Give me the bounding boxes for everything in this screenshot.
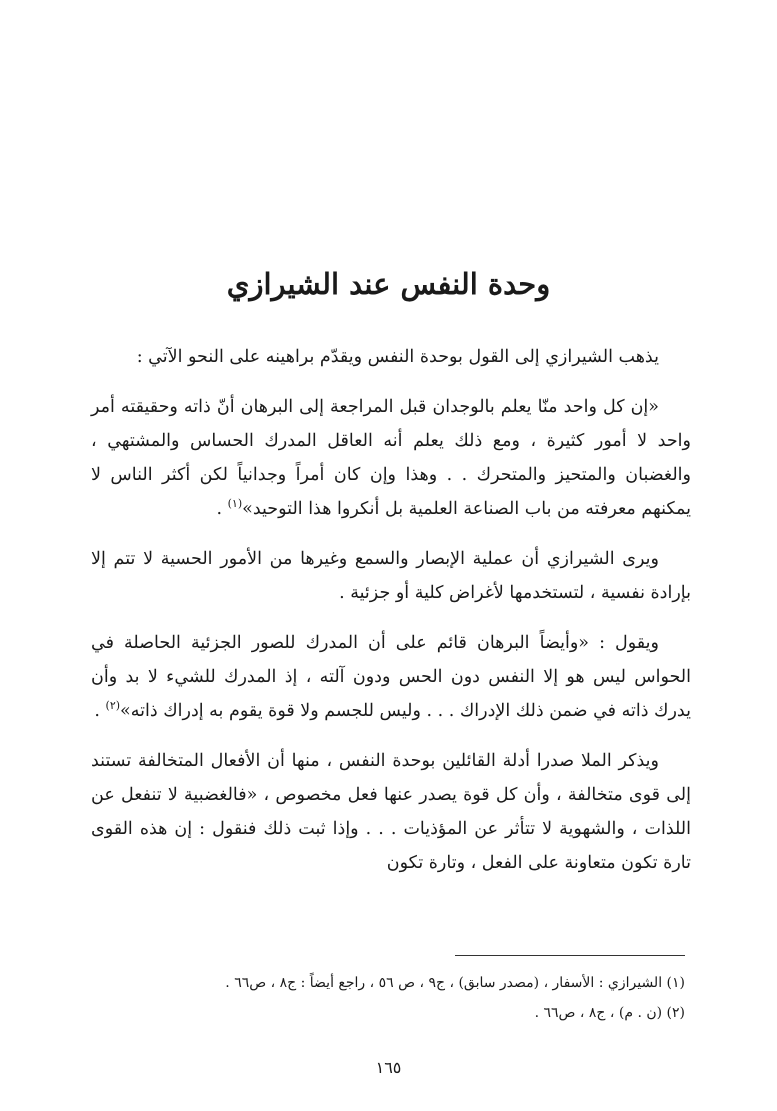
footnote-ref-2: (٢) (105, 699, 121, 713)
body-text (91, 340, 691, 896)
paragraph-quote-1 (91, 390, 691, 526)
quote-1-end: . (216, 499, 228, 519)
paragraph-mulla-sadra: ويذكر الملا صدرا أدلة القائلين بوحدة النفس ، منها أن الأفعال المتخالفة تستند إلى قوى متخالفة ، وأن كل قوة يصدر عنها فعل مخصوص ، «فالغضبية لا تنفعل عن اللذات ، والشهوية لا تتأثر عن المؤذيات . . . وإذا ثبت ذلك فنقول : إن هذه القوى تارة تكون متعاونة على الفعل ، وتارة تكون (91, 751, 691, 873)
quote-2-text: ويقول : «وأيضاً البرهان قائم على أن المدرك للصور الجزئية الحاصلة في الحواس ليس هو إلا النفس دون الحس ودون آلته ، إذ المدرك للشيء لا بد وأن يدرك ذاته في ضمن ذلك الإدراك . . . وليس للجسم ولا قوة يقوم به إدراك ذاته» (91, 633, 691, 721)
footnote-1: (١) الشيرازي : الأسفار ، (مصدر سابق) ، ج٩ ، ص ٥٦ ، راجع أيضاً : ج٨ ، ص٦٦ . (225, 975, 685, 991)
footnotes (85, 968, 685, 1028)
quote-2-end: . (94, 701, 106, 721)
page-number: ١٦٥ (375, 1058, 402, 1077)
footnote-ref-1: (١) (227, 497, 243, 511)
footnote-divider (455, 955, 685, 956)
paragraph-quote-2 (91, 626, 691, 728)
chapter-title: وحدة النفس عند الشيرازي (226, 267, 551, 301)
footnote-2: (٢) (ن . م) ، ج٨ ، ص٦٦ . (534, 1005, 685, 1021)
quote-1-text: «إن كل واحد منّا يعلم بالوجدان قبل المراجعة إلى البرهان أنّ ذاته وحقيقته أمر واحد لا أمور كثيرة ، ومع ذلك يعلم أنه العاقل المدرك الحساس والمشتهي ، والغضبان والمتحيز والمتحرك . . وهذا وإن كان أمراً وجدانياً لكن أكثر الناس لا يمكنهم معرفته من باب الصناعة العلمية بل أنكروا هذا التوحيد» (91, 397, 691, 519)
paragraph-intro: يذهب الشيرازي إلى القول بوحدة النفس ويقدّم براهينه على النحو الآتي : (136, 347, 659, 367)
paragraph-senses: ويرى الشيرازي أن عملية الإبصار والسمع وغيرها من الأمور الحسية لا تتم إلا بإرادة نفسية ، لتستخدمها لأغراض كلية أو جزئية . (91, 549, 691, 603)
